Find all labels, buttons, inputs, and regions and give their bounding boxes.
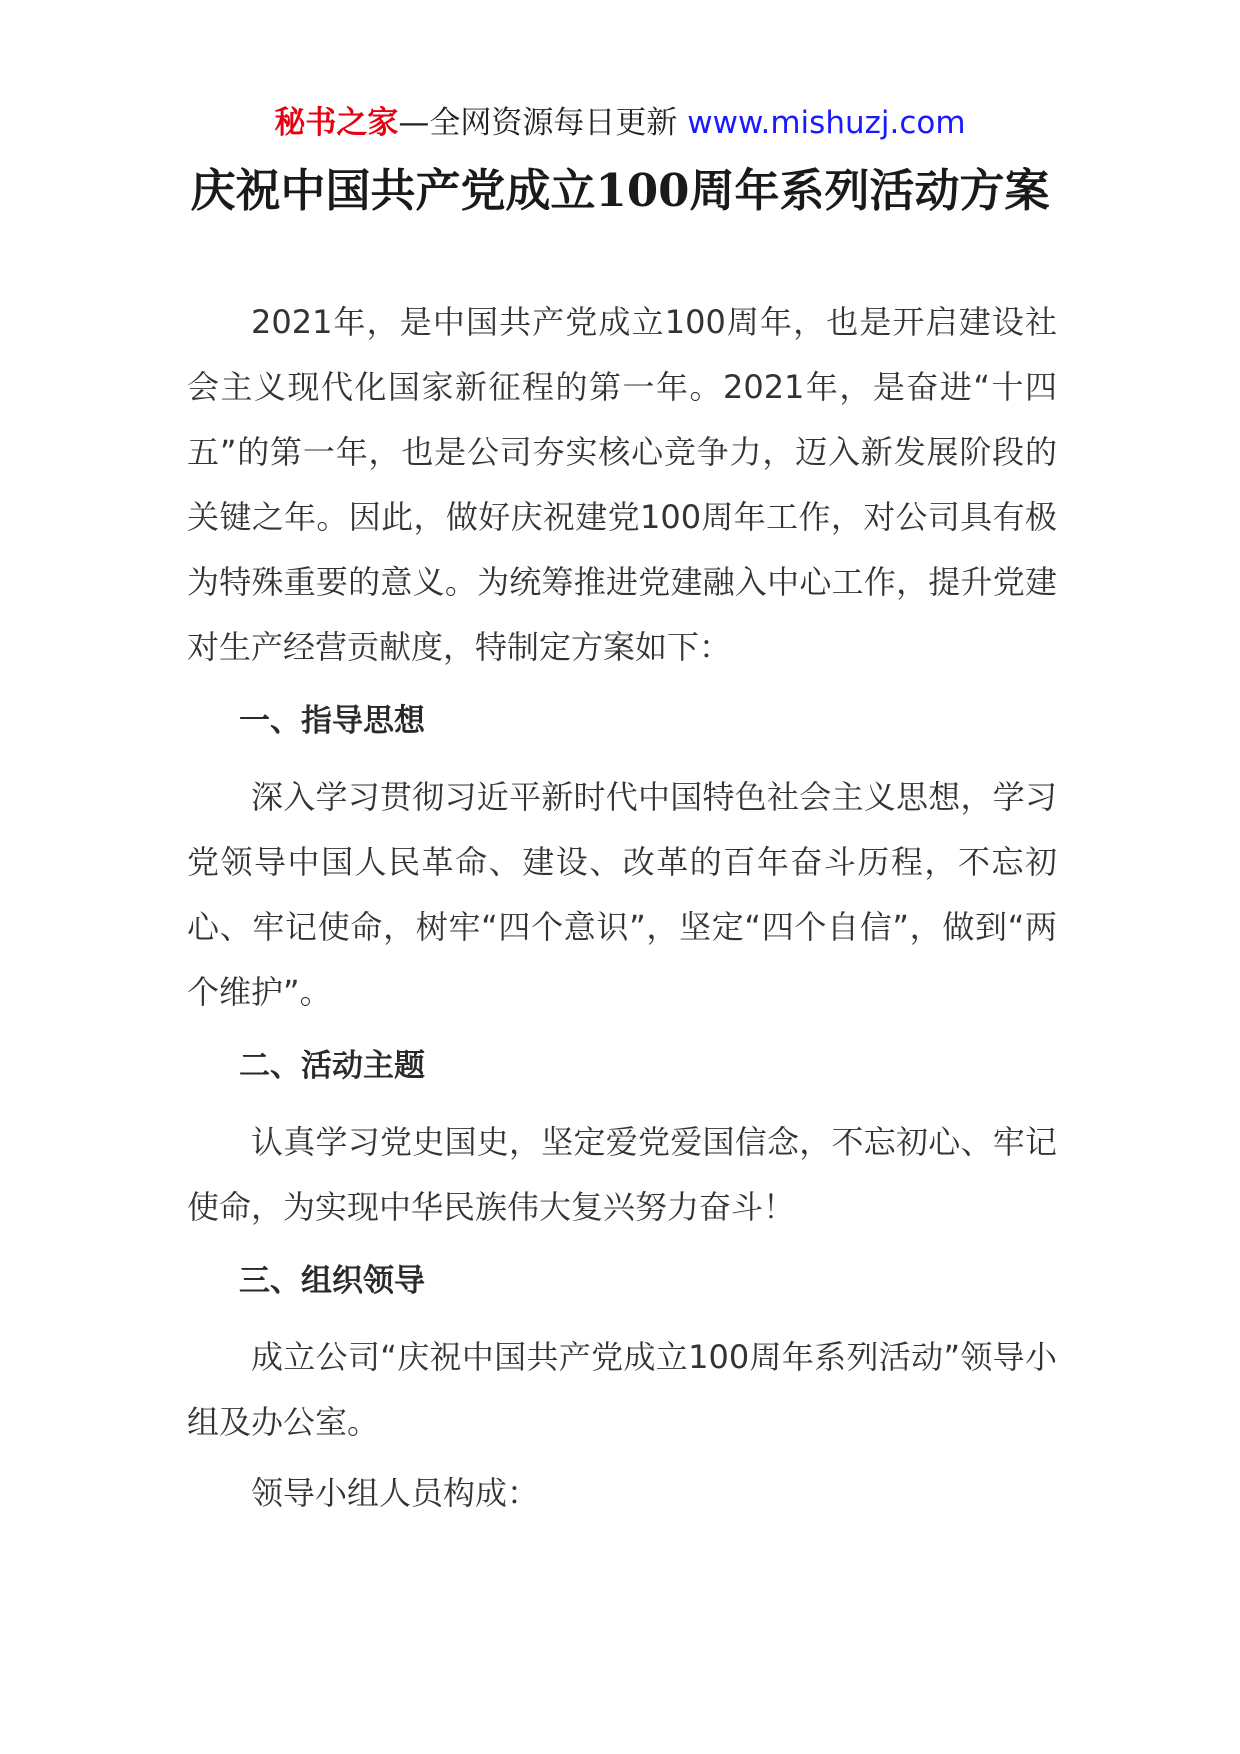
document-body [187, 290, 1057, 1526]
header-tagline: —全网资源每日更新 [398, 105, 678, 141]
document-title: 庆祝中国共产党成立100周年系列活动方案 [190, 164, 1050, 217]
brand-name: 秘书之家 [274, 105, 399, 141]
site-url-link[interactable]: www.mishuzj.com [687, 105, 966, 141]
intro-paragraph: 2021年，是中国共产党成立100周年，也是开启建设社会主义现代化国家新征程的第一年。2021年，是奋进“十四五”的第一年，也是公司夯实核心竞争力，迈入新发展阶段的关键之年。因此，做好庆祝建党100周年工作，对公司具有极为特殊重要的意义。为统筹推进党建融入中心工作，提升党建对生产经营贡献度，特制定方案如下： [187, 303, 1057, 666]
activity-theme-paragraph: 认真学习党史国史，坚定爱党爱国信念，不忘初心、牢记使命，为实现中华民族伟大复兴努力奋斗！ [187, 1123, 1057, 1226]
section-heading-organization: 三、组织领导 [239, 1263, 425, 1299]
leadership-members-paragraph: 领导小组人员构成： [251, 1474, 540, 1512]
section-heading-guiding-ideology: 一、指导思想 [239, 703, 425, 739]
guiding-ideology-paragraph: 深入学习贯彻习近平新时代中国特色社会主义思想，学习党领导中国人民革命、建设、改革的百年奋斗历程，不忘初心、牢记使命，树牢“四个意识”，坚定“四个自信”，做到“两个维护”。 [187, 778, 1057, 1011]
section-heading-activity-theme: 二、活动主题 [239, 1048, 425, 1084]
site-header [0, 103, 1240, 143]
organization-paragraph: 成立公司“庆祝中国共产党成立100周年系列活动”领导小组及办公室。 [187, 1338, 1057, 1441]
